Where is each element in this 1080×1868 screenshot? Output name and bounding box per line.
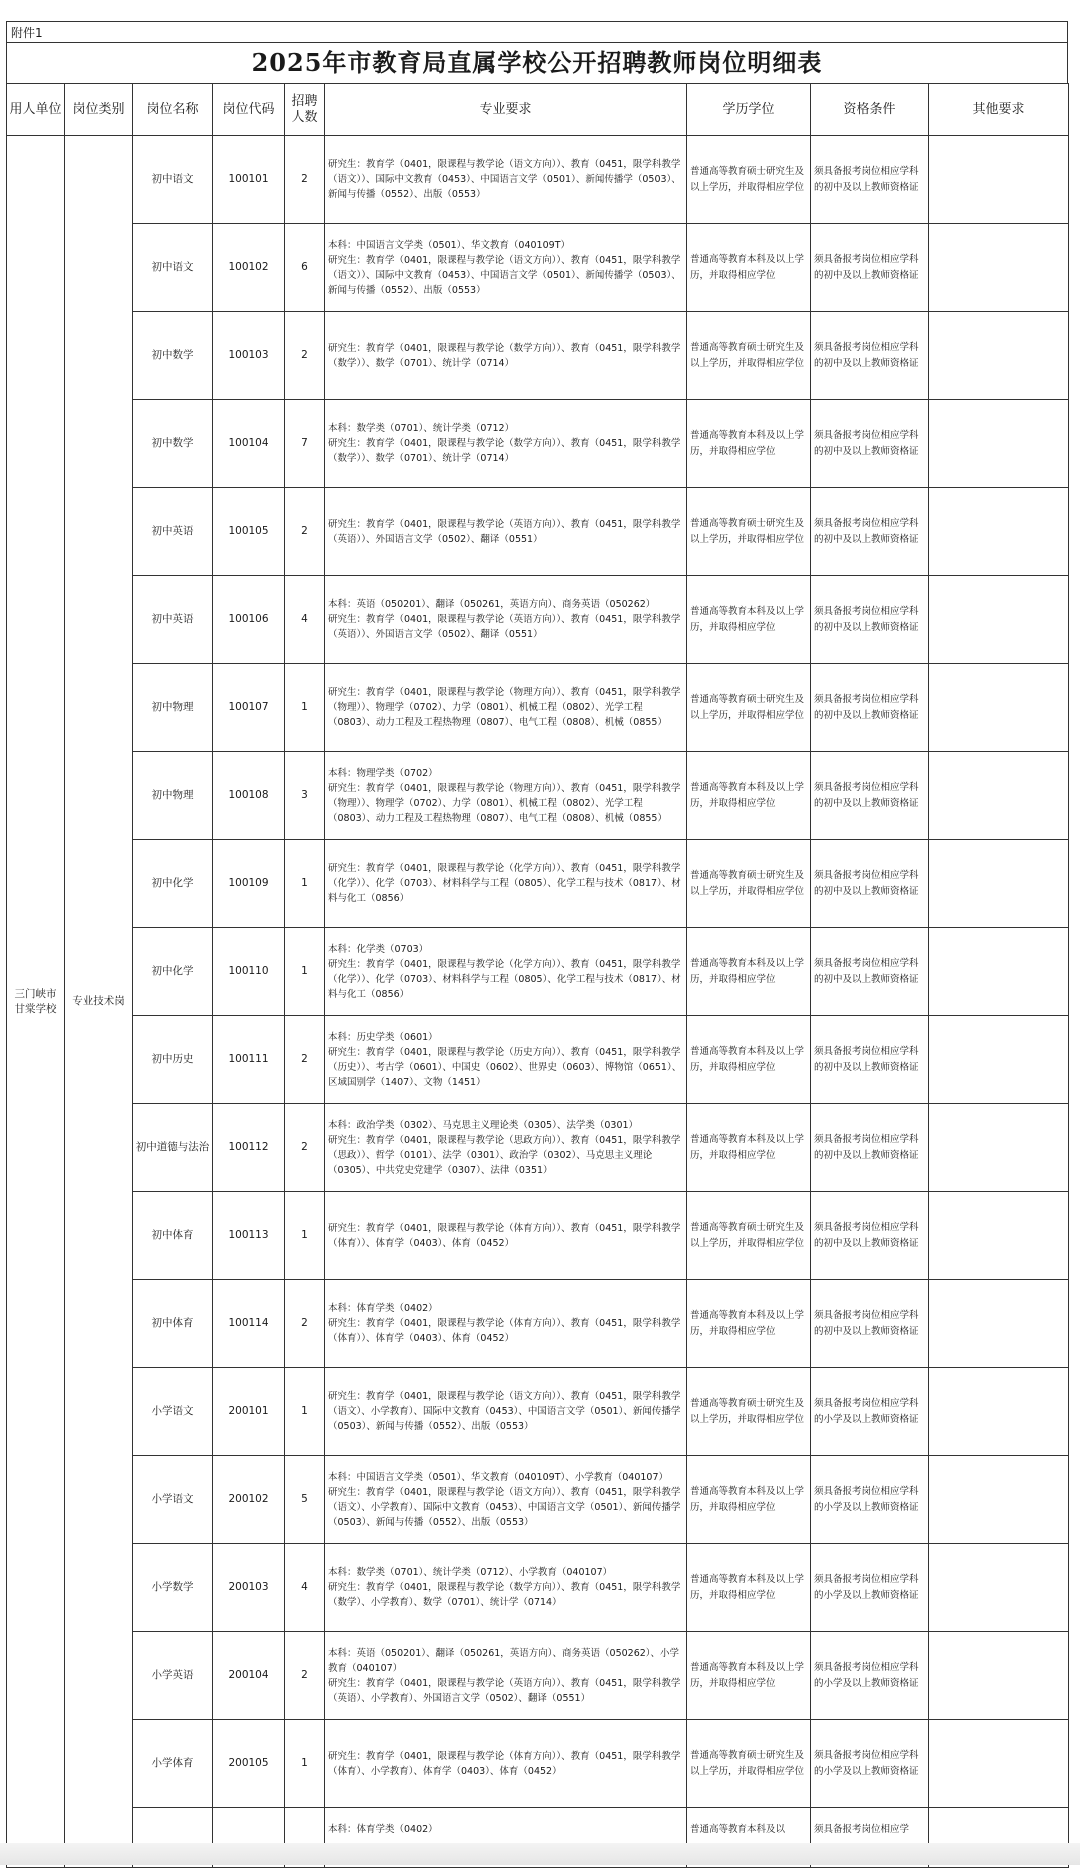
code-cell: 100104 [213,400,285,488]
table-row [7,1720,1069,1808]
education-cell: 普通高等教育硕士研究生及以上学历，并取得相应学位 [687,1720,811,1808]
other-cell [929,576,1069,664]
page-title: 2025年市教育局直属学校公开招聘教师岗位明细表 [6,43,1068,83]
code-cell: 200103 [213,1544,285,1632]
table-row [7,400,1069,488]
qualification-cell: 须具备报考岗位相应学科的初中及以上教师资格证 [811,928,929,1016]
other-cell [929,1544,1069,1632]
code-cell: 100101 [213,136,285,224]
table-row [7,1632,1069,1720]
qualification-cell: 须具备报考岗位相应学科的小学及以上教师资格证 [811,1544,929,1632]
code-cell: 200102 [213,1456,285,1544]
other-cell [929,488,1069,576]
qualification-cell: 须具备报考岗位相应学科的初中及以上教师资格证 [811,1280,929,1368]
major-cell: 研究生：教育学（0401，限课程与教学论（数学方向））、教育（0451，限学科教学（数学））、数学（0701）、统计学（0714） [325,312,687,400]
recruitment-table [6,83,1069,1868]
major-cell: 研究生：教育学（0401，限课程与教学论（化学方向））、教育（0451，限学科教学（化学））、化学（0703）、材料科学与工程（0805）、化学工程与技术（0817）、材料与化工（0856） [325,840,687,928]
count-cell: 5 [285,1456,325,1544]
education-cell: 普通高等教育硕士研究生及以上学历，并取得相应学位 [687,488,811,576]
table-row [7,136,1069,224]
header-major: 专业要求 [325,84,687,136]
education-cell: 普通高等教育硕士研究生及以上学历，并取得相应学位 [687,664,811,752]
education-cell: 普通高等教育本科及以上学历，并取得相应学位 [687,1016,811,1104]
table-row [7,1368,1069,1456]
qualification-cell: 须具备报考岗位相应学科的初中及以上教师资格证 [811,488,929,576]
qualification-cell: 须具备报考岗位相应学科的小学及以上教师资格证 [811,1720,929,1808]
category-cell: 专业技术岗 [65,136,133,1868]
qualification-cell: 须具备报考岗位相应学科的初中及以上教师资格证 [811,840,929,928]
position-cell: 小学数学 [133,1544,213,1632]
count-cell: 1 [285,664,325,752]
major-cell: 研究生：教育学（0401，限课程与教学论（语文方向））、教育（0451，限学科教学（语文）、小学教育）、国际中文教育（0453）、中国语言文学（0501）、新闻传播学（0503）、新闻与传播（0552）、出版（0553） [325,1368,687,1456]
code-cell: 100102 [213,224,285,312]
code-cell: 100103 [213,312,285,400]
code-cell: 100114 [213,1280,285,1368]
major-cell: 研究生：教育学（0401，限课程与教学论（物理方向））、教育（0451，限学科教学（物理））、物理学（0702）、力学（0801）、机械工程（0802）、光学工程（0803）、动力工程及工程热物理（0807）、电气工程（0808）、机械（0855） [325,664,687,752]
qualification-cell: 须具备报考岗位相应学科的小学及以上教师资格证 [811,1456,929,1544]
count-cell: 3 [285,752,325,840]
major-cell: 本科：化学类（0703） 研究生：教育学（0401，限课程与教学论（化学方向））、教育（0451，限学科教学（化学））、化学（0703）、材料科学与工程（0805）、化学工程与技术（0817）、材料与化工（0856） [325,928,687,1016]
position-cell: 初中语文 [133,136,213,224]
qualification-cell: 须具备报考岗位相应学科的初中及以上教师资格证 [811,400,929,488]
position-cell: 小学语文 [133,1456,213,1544]
major-cell: 本科：体育学类（0402） 研究生：教育学（0401，限课程与教学论（体育方向））、教育（0451，限学科教学（体育））、体育学（0403）、体育（0452） [325,1280,687,1368]
education-cell: 普通高等教育本科及以上学历，并取得相应学位 [687,1544,811,1632]
table-row [7,664,1069,752]
table-row [7,928,1069,1016]
qualification-cell: 须具备报考岗位相应学科的初中及以上教师资格证 [811,664,929,752]
major-cell: 本科：中国语言文学类（0501）、华文教育（040109T）、小学教育（040107） 研究生：教育学（0401，限课程与教学论（语文方向））、教育（0451，限学科教学（语文）、小学教育）、国际中文教育（0453）、中国语言文学（0501）、新闻传播学（0503）、新闻与传播（0552）、出版（0553） [325,1456,687,1544]
count-cell: 2 [285,1280,325,1368]
qualification-cell: 须具备报考岗位相应学科的初中及以上教师资格证 [811,224,929,312]
count-cell: 1 [285,1720,325,1808]
count-cell: 7 [285,400,325,488]
education-cell: 普通高等教育本科及以上学历，并取得相应学位 [687,928,811,1016]
code-cell: 100110 [213,928,285,1016]
position-cell: 小学语文 [133,1368,213,1456]
education-cell: 普通高等教育本科及以上学历，并取得相应学位 [687,1280,811,1368]
position-cell: 小学体育 [133,1720,213,1808]
table-body [7,136,1069,1868]
header-count: 招聘人数 [285,84,325,136]
other-cell [929,1192,1069,1280]
count-cell: 2 [285,488,325,576]
education-cell: 普通高等教育本科及以上学历，并取得相应学位 [687,1632,811,1720]
table-row [7,1280,1069,1368]
other-cell [929,400,1069,488]
other-cell [929,1632,1069,1720]
education-cell: 普通高等教育本科及以 [687,1808,811,1868]
position-cell: 初中化学 [133,840,213,928]
major-cell: 研究生：教育学（0401，限课程与教学论（英语方向））、教育（0451，限学科教学（英语））、外国语言文学（0502）、翻译（0551） [325,488,687,576]
qualification-cell: 须具备报考岗位相应学科的初中及以上教师资格证 [811,576,929,664]
count-cell: 4 [285,1544,325,1632]
header-unit: 用人单位 [7,84,65,136]
qualification-cell: 须具备报考岗位相应学科的初中及以上教师资格证 [811,136,929,224]
count-cell: 2 [285,1016,325,1104]
count-cell: 1 [285,928,325,1016]
code-cell: 100111 [213,1016,285,1104]
annex-label: 附件1 [6,21,78,43]
code-cell: 100106 [213,576,285,664]
other-cell [929,312,1069,400]
bottom-edge [0,1843,1080,1865]
code-cell: 100109 [213,840,285,928]
education-cell: 普通高等教育本科及以上学历，并取得相应学位 [687,1104,811,1192]
table-row [7,1544,1069,1632]
qualification-cell: 须具备报考岗位相应学科的初中及以上教师资格证 [811,1104,929,1192]
other-cell [929,1368,1069,1456]
position-cell: 初中化学 [133,928,213,1016]
code-cell: 100107 [213,664,285,752]
table-row [7,752,1069,840]
table-row [7,1104,1069,1192]
code-cell: 200101 [213,1368,285,1456]
code-cell: 100108 [213,752,285,840]
header-other: 其他要求 [929,84,1069,136]
qualification-cell: 须具备报考岗位相应学科的初中及以上教师资格证 [811,752,929,840]
table-row [7,1016,1069,1104]
top-row [6,21,1068,43]
code-cell: 100105 [213,488,285,576]
other-cell [929,664,1069,752]
count-cell: 2 [285,136,325,224]
major-cell: 研究生：教育学（0401，限课程与教学论（语文方向））、教育（0451，限学科教学（语文））、国际中文教育（0453）、中国语言文学（0501）、新闻传播学（0503）、新闻与传播（0552）、出版（0553） [325,136,687,224]
header-position: 岗位名称 [133,84,213,136]
other-cell [929,136,1069,224]
position-cell: 初中英语 [133,576,213,664]
code-cell: 100112 [213,1104,285,1192]
count-cell: 2 [285,1632,325,1720]
header-education: 学历学位 [687,84,811,136]
qualification-cell: 须具备报考岗位相应学科的初中及以上教师资格证 [811,312,929,400]
education-cell: 普通高等教育本科及以上学历，并取得相应学位 [687,1456,811,1544]
major-cell: 本科：体育学类（0402） [325,1808,687,1868]
table-row [7,224,1069,312]
qualification-cell: 须具备报考岗位相应学 [811,1808,929,1868]
education-cell: 普通高等教育硕士研究生及以上学历，并取得相应学位 [687,136,811,224]
major-cell: 研究生：教育学（0401，限课程与教学论（体育方向））、教育（0451，限学科教学（体育）、小学教育）、体育学（0403）、体育（0452） [325,1720,687,1808]
table-row [7,576,1069,664]
education-cell: 普通高等教育硕士研究生及以上学历，并取得相应学位 [687,1368,811,1456]
table-row [7,840,1069,928]
education-cell: 普通高等教育硕士研究生及以上学历，并取得相应学位 [687,312,811,400]
header-row [7,84,1069,136]
qualification-cell: 须具备报考岗位相应学科的初中及以上教师资格证 [811,1016,929,1104]
count-cell: 1 [285,1192,325,1280]
education-cell: 普通高等教育本科及以上学历，并取得相应学位 [687,752,811,840]
major-cell: 本科：英语（050201）、翻译（050261，英语方向）、商务英语（050262） 研究生：教育学（0401，限课程与教学论（英语方向））、教育（0451，限学科教学（英语））、外国语言文学（0502）、翻译（0551） [325,576,687,664]
position-cell: 初中英语 [133,488,213,576]
other-cell [929,1280,1069,1368]
qualification-cell: 须具备报考岗位相应学科的初中及以上教师资格证 [811,1192,929,1280]
header-category: 岗位类别 [65,84,133,136]
header-qualification: 资格条件 [811,84,929,136]
major-cell: 本科：物理学类（0702） 研究生：教育学（0401，限课程与教学论（物理方向））、教育（0451，限学科教学（物理））、物理学（0702）、力学（0801）、机械工程（0802）、光学工程（0803）、动力工程及工程热物理（0807）、电气工程（0808）、机械（0855） [325,752,687,840]
count-cell: 4 [285,576,325,664]
position-cell: 初中语文 [133,224,213,312]
count-cell: 2 [285,1104,325,1192]
table-row [7,312,1069,400]
major-cell: 本科：历史学类（0601） 研究生：教育学（0401，限课程与教学论（历史方向））、教育（0451，限学科教学（历史））、考古学（0601）、中国史（0602）、世界史（0603）、博物馆（0651）、区域国别学（1407）、文物（1451） [325,1016,687,1104]
education-cell: 普通高等教育本科及以上学历，并取得相应学位 [687,224,811,312]
education-cell: 普通高等教育硕士研究生及以上学历，并取得相应学位 [687,1192,811,1280]
position-cell: 小学英语 [133,1632,213,1720]
other-cell [929,1016,1069,1104]
table-row [7,1456,1069,1544]
code-cell: 200105 [213,1720,285,1808]
position-cell: 初中数学 [133,312,213,400]
education-cell: 普通高等教育本科及以上学历，并取得相应学位 [687,400,811,488]
count-cell: 1 [285,840,325,928]
position-cell: 初中历史 [133,1016,213,1104]
position-cell: 初中物理 [133,664,213,752]
position-cell: 初中体育 [133,1192,213,1280]
major-cell: 本科：数学类（0701）、统计学类（0712）、小学教育（040107） 研究生：教育学（0401，限课程与教学论（数学方向））、教育（0451，限学科教学（数学）、小学教育）、数学（0701）、统计学（0714） [325,1544,687,1632]
position-cell: 初中物理 [133,752,213,840]
major-cell: 本科：英语（050201）、翻译（050261，英语方向）、商务英语（050262）、小学教育（040107） 研究生：教育学（0401，限课程与教学论（英语方向））、教育（0451，限学科教学（英语）、小学教育）、外国语言文学（0502）、翻译（0551） [325,1632,687,1720]
position-cell: 初中数学 [133,400,213,488]
major-cell: 本科：政治学类（0302）、马克思主义理论类（0305）、法学类（0301） 研究生：教育学（0401，限课程与教学论（思政方向））、教育（0451，限学科教学（思政））、哲学（0101）、法学（0301）、政治学（0302）、马克思主义理论（0305）、中共党史党建学（0307）、法律（0351） [325,1104,687,1192]
other-cell [929,840,1069,928]
header-code: 岗位代码 [213,84,285,136]
other-cell [929,1104,1069,1192]
major-cell: 本科：中国语言文学类（0501）、华文教育（040109T） 研究生：教育学（0401，限课程与教学论（语文方向））、教育（0451，限学科教学（语文））、国际中文教育（0453）、中国语言文学（0501）、新闻传播学（0503）、新闻与传播（0552）、出版（0553） [325,224,687,312]
table-row [7,1192,1069,1280]
code-cell: 200104 [213,1632,285,1720]
education-cell: 普通高等教育硕士研究生及以上学历，并取得相应学位 [687,840,811,928]
other-cell [929,224,1069,312]
count-cell: 1 [285,1368,325,1456]
table-row [7,488,1069,576]
count-cell: 2 [285,312,325,400]
qualification-cell: 须具备报考岗位相应学科的小学及以上教师资格证 [811,1632,929,1720]
qualification-cell: 须具备报考岗位相应学科的小学及以上教师资格证 [811,1368,929,1456]
other-cell [929,1720,1069,1808]
major-cell: 本科：数学类（0701）、统计学类（0712） 研究生：教育学（0401，限课程与教学论（数学方向））、教育（0451，限学科教学（数学））、数学（0701）、统计学（0714） [325,400,687,488]
count-cell: 6 [285,224,325,312]
major-cell: 研究生：教育学（0401，限课程与教学论（体育方向））、教育（0451，限学科教学（体育））、体育学（0403）、体育（0452） [325,1192,687,1280]
code-cell: 100113 [213,1192,285,1280]
position-cell: 初中道德与法治 [133,1104,213,1192]
other-cell [929,1456,1069,1544]
other-cell [929,928,1069,1016]
education-cell: 普通高等教育本科及以上学历，并取得相应学位 [687,576,811,664]
unit-cell: 三门峡市甘棠学校 [7,136,65,1868]
other-cell [929,752,1069,840]
position-cell: 初中体育 [133,1280,213,1368]
